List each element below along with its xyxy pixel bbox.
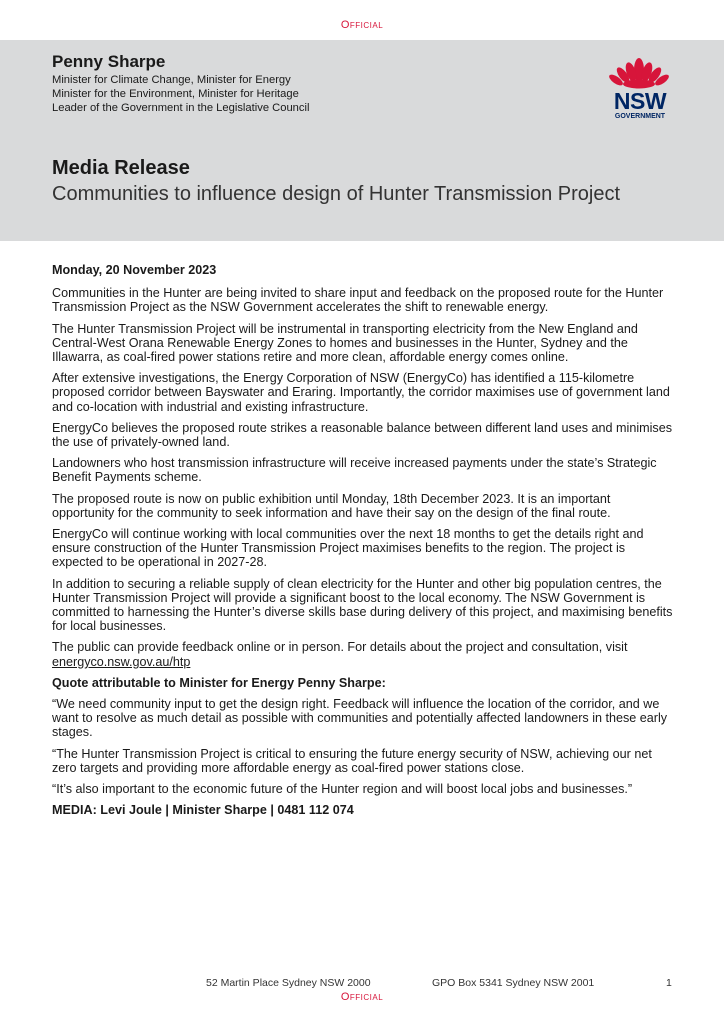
footer-street-address: 52 Martin Place Sydney NSW 2000: [206, 977, 371, 989]
body-paragraph: The Hunter Transmission Project will be instrumental in transporting electricity from the New England and Central-West Orana Renewable Energy Zones to homes and businesses in the Hunter, Sydney and the Illawarra, as coal-fired power stations retire and more clean, affordable energy comes online.: [52, 321, 638, 365]
header-banner: [0, 40, 724, 241]
body-paragraph: After extensive investigations, the Energy Corporation of NSW (EnergyCo) has identified a 115-kilometre proposed corridor between Bayswater and Eraring. Importantly, the corridor maximises use of government land and co-location with industrial and existing infrastructure.: [52, 371, 670, 414]
classification-marking-top: Official: [340, 19, 384, 31]
minister-name: Penny Sharpe: [52, 52, 166, 71]
footer-postal-address: GPO Box 5341 Sydney NSW 2001: [432, 977, 595, 989]
media-contact: MEDIA: Levi Joule | Minister Sharpe | 0481 112 074: [52, 803, 354, 818]
minister-roles: [52, 73, 309, 115]
quote-paragraph: “The Hunter Transmission Project is critical to ensuring the future energy security of NSW, achieving our net zero targets and providing more affordable energy as coal-fired power stations close.: [52, 746, 652, 775]
feedback-text: The public can provide feedback online or in person. For details about the project and consultation, visit: [52, 640, 628, 655]
minister-role: Minister for Climate Change, Minister for Energy: [52, 74, 291, 86]
waratah-flower-icon: [605, 52, 673, 90]
headline: Communities to influence design of Hunter Transmission Project: [52, 183, 621, 205]
minister-role: Leader of the Government in the Legislative Council: [52, 102, 310, 114]
page-number: 1: [666, 977, 672, 989]
minister-role: Minister for the Environment, Minister for Heritage: [52, 88, 299, 100]
body-paragraph: Communities in the Hunter are being invited to share input and feedback on the proposed route for the Hunter Transmission Project as the NSW Government accelerates the shift to renewable energy.: [52, 286, 664, 315]
classification-marking-bottom: Official: [340, 991, 384, 1003]
release-date: Monday, 20 November 2023: [52, 263, 217, 277]
quote-paragraph: “We need community input to get the design right. Feedback will influence the location of the corridor, and we want to resolve as much detail as possible with communities and potentially affected landowners in these early stages.: [52, 697, 668, 740]
feedback-link[interactable]: energyco.nsw.gov.au/htp: [52, 654, 191, 669]
document-type: Media Release: [52, 157, 190, 179]
nsw-government-logo: [605, 52, 673, 124]
quote-heading: Quote attributable to Minister for Energy Penny Sharpe:: [52, 675, 386, 690]
body-paragraph: EnergyCo believes the proposed route strikes a reasonable balance between different land uses and minimises the use of privately-owned land.: [52, 420, 673, 450]
release-body: [52, 263, 674, 825]
body-paragraph: EnergyCo will continue working with local communities over the next 18 months to get the details right and ensure construction of the Hunter Transmission Project maximises benefits to the region. The project is expected to be operational in 2027-28.: [52, 527, 644, 570]
feedback-paragraph: [52, 640, 674, 668]
body-paragraph: In addition to securing a reliable supply of clean electricity for the Hunter and other big population centres, the Hunter Transmission Project will provide a significant boost to the local economy. The NSW Government is committed to harnessing the Hunter’s diverse skills base during delivery of this project, and maximising benefits for local businesses.: [52, 576, 673, 634]
quote-paragraph: “It’s also important to the economic future of the Hunter region and will boost local jobs and businesses.”: [52, 782, 633, 797]
body-paragraph: Landowners who host transmission infrastructure will receive increased payments under the state’s Strategic Benefit Payments scheme.: [52, 456, 657, 485]
logo-nsw-text: NSW: [613, 88, 667, 114]
body-paragraph: The proposed route is now on public exhibition until Monday, 18th December 2023. It is an important opportunity for the community to seek information and have their say on the design of the final route.: [52, 491, 611, 520]
logo-government-text: GOVERNMENT: [614, 113, 666, 120]
